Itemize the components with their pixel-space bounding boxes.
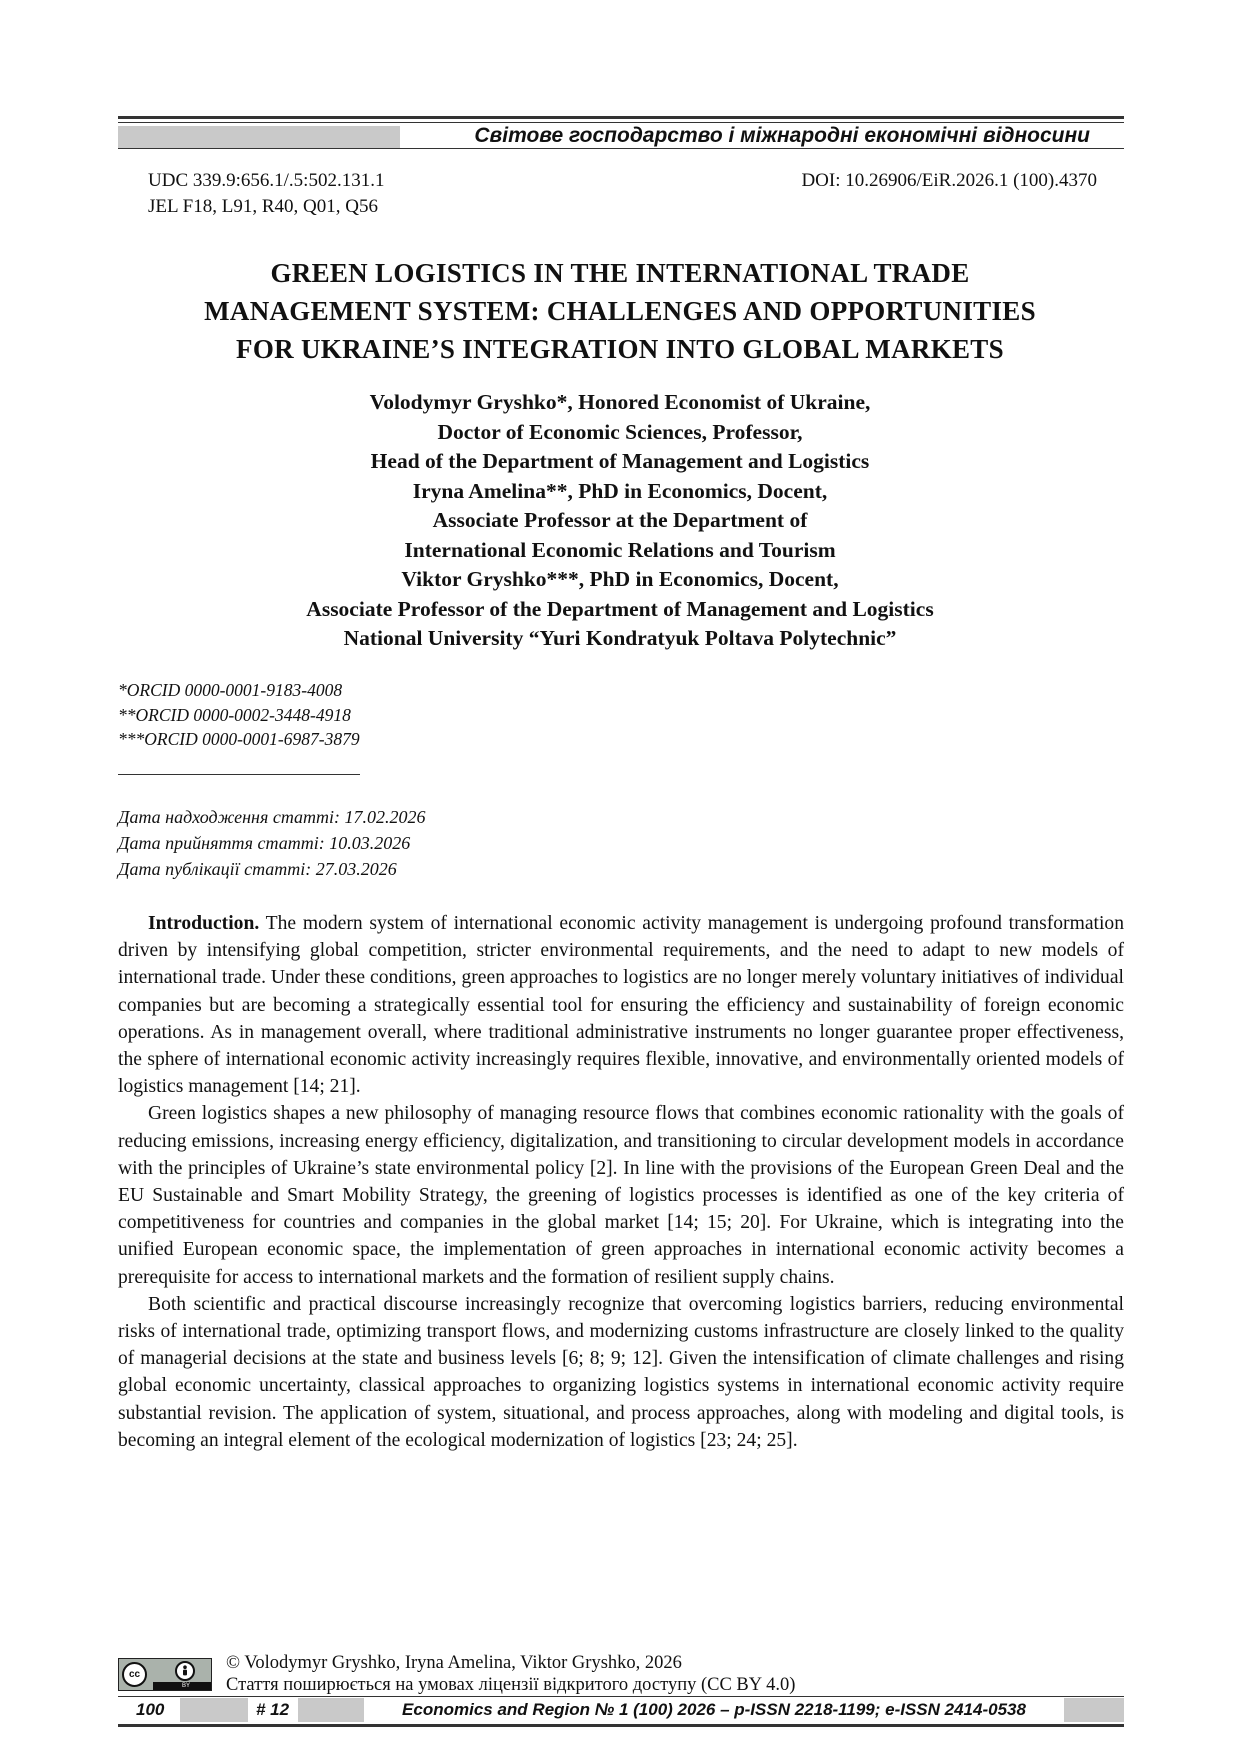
license-terms: Стаття поширюється на умовах ліцензії відкритого доступу (CC BY 4.0) [226, 1675, 796, 1695]
intro-heading: Introduction. [148, 913, 260, 934]
affiliation-line: National University “Yuri Kondratyuk Poltava Polytechnic” [343, 626, 897, 650]
copyright-line: © Volodymyr Gryshko, Iryna Amelina, Viktor Gryshko, 2026 [226, 1653, 682, 1673]
title-line: MANAGEMENT SYSTEM: CHALLENGES AND OPPORTUNITIES [204, 296, 1036, 326]
header-grey-block [118, 126, 400, 148]
running-header [118, 116, 1124, 148]
author-line: Doctor of Economic Sciences, Professor, [437, 419, 803, 444]
header-rule-thin [118, 122, 1124, 123]
body-paragraph [118, 910, 1124, 1100]
title-line: FOR UKRAINE’S INTEGRATION INTO GLOBAL MARKETS [236, 334, 1004, 364]
author-line: Associate Professor of the Department of Management and Logistics [306, 596, 934, 621]
article-body [118, 910, 1124, 1454]
footer-grey-block [298, 1698, 364, 1722]
footer-grey-block [180, 1698, 248, 1722]
header-rule-bottom [118, 148, 1124, 149]
jel-codes: JEL F18, L91, R40, Q01, Q56 [148, 196, 378, 217]
issue-number: # 12 [248, 1698, 298, 1722]
running-footer [118, 1696, 1124, 1728]
cc-icon: cc [122, 1662, 147, 1687]
orcid-list [118, 678, 360, 752]
author-line: Viktor Gryshko***, PhD in Economics, Docent, [401, 567, 839, 591]
by-label: BY [181, 1683, 190, 1689]
title-line: GREEN LOGISTICS IN THE INTERNATIONAL TRADE [270, 258, 970, 288]
udc-code: UDC 339.9:656.1/.5:502.131.1 [148, 170, 385, 191]
footer-rule-thin [118, 1696, 1124, 1697]
orcid-item: ***ORCID 0000-0001-6987-3879 [118, 729, 360, 749]
article-dates [118, 804, 426, 882]
doi-block [801, 168, 1097, 194]
date-received: Дата надходження статті: 17.02.2026 [118, 807, 426, 827]
author-block [120, 388, 1120, 654]
cc-by-badge[interactable] [118, 1658, 212, 1691]
paragraph-text: The modern system of international economic activity management is undergoing profound transformation driven by intensifying global competition, stricter environmental requirements, and the need to adapt to new models of international trade. Under these conditions, green approaches to logistics are no longer merely voluntary initiatives of individual companies but are becoming a strategically essential tool for ensuring the efficiency and sustainability of foreign economic operations. As in management overall, where traditional administrative instruments no longer guarantee proper effectiveness, the sphere of international economic activity increasingly requires flexible, innovative, and environmentally oriented models of logistics management [14; 21]. [118, 913, 1124, 1098]
license-block [118, 1652, 1124, 1696]
journal-citation: Economics and Region № 1 (100) 2026 – p-ISSN 2218-1199; e-ISSN 2414-0538 [364, 1698, 1064, 1722]
author-line: Iryna Amelina**, PhD in Economics, Docent, [412, 478, 828, 503]
person-icon [175, 1661, 195, 1681]
doi: DOI: 10.26906/EiR.2026.1 (100).4370 [801, 170, 1097, 191]
date-published: Дата публікації статті: 27.03.2026 [118, 859, 397, 879]
author-line: Head of the Department of Management and Logistics [370, 449, 870, 473]
author-line: International Economic Relations and Tourism [404, 537, 836, 562]
separator-rule [118, 774, 360, 775]
body-paragraph: Green logistics shapes a new philosophy of managing resource flows that combines economic rationality with the goals of reducing emissions, increasing energy efficiency, digitalization, and transitioning to circular development models in accordance with the principles of Ukraine’s state environmental policy [2]. In line with the provisions of the European Green Deal and the EU Sustainable and Smart Mobility Strategy, the greening of logistics processes is identified as one of the key criteria of competitiveness for countries and companies in the global market [14; 15; 20]. For Ukraine, which is integrating into the unified European economic space, the implementation of green approaches in international economic activity becomes a prerequisite for access to international markets and the formation of resilient supply chains. [118, 1103, 1124, 1288]
date-accepted: Дата прийняття статті: 10.03.2026 [118, 833, 411, 853]
footer-grey-block [1064, 1698, 1124, 1722]
article-title [120, 254, 1120, 368]
page-number: 100 [118, 1698, 180, 1722]
author-line: Volodymyr Gryshko*, Honored Economist of Ukraine, [369, 390, 871, 414]
journal-section-title: Світове господарство і міжнародні економічні відносини [474, 124, 1090, 147]
header-rule-thick [118, 116, 1124, 119]
author-line: Associate Professor at the Department of [432, 508, 808, 532]
classification-codes [148, 168, 384, 220]
orcid-item: **ORCID 0000-0002-3448-4918 [118, 704, 351, 725]
footer-rule-thick [118, 1724, 1124, 1727]
orcid-item: *ORCID 0000-0001-9183-4008 [118, 680, 343, 700]
body-paragraph: Both scientific and practical discourse increasingly recognize that overcoming logistics barriers, reducing environmental risks of international trade, optimizing transport flows, and modernizing customs infrastructure are closely linked to the quality of managerial decisions at the state and business levels [6; 8; 9; 12]. Given the intensification of climate challenges and rising global economic uncertainty, classical approaches to organizing logistics systems in international economic activity require substantial revision. The application of system, situational, and process approaches, along with modeling and digital tools, is becoming an integral element of the ecological modernization of logistics [23; 24; 25]. [118, 1293, 1124, 1451]
license-text [226, 1652, 795, 1696]
